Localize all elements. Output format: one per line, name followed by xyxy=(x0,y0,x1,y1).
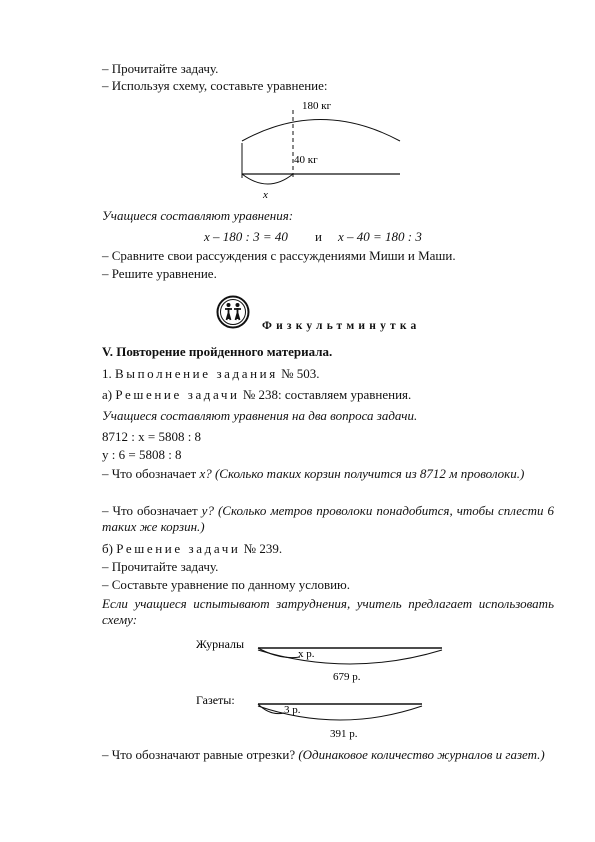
solution-word-a: Решение задачи xyxy=(115,387,240,402)
task-239-number: № 239. xyxy=(243,541,283,556)
question-x-answer: (Сколько таких корзин получится из 8712 м проволоки.) xyxy=(214,466,525,481)
task-number: № 503. xyxy=(281,366,320,381)
task-execution-word: Выполнение задания xyxy=(115,366,278,381)
question-equal-segments xyxy=(102,747,554,763)
label-x: x xyxy=(263,189,268,201)
equation-and: и xyxy=(315,229,322,244)
total-arc xyxy=(242,120,400,142)
question-y-start: – Что обозначает xyxy=(102,503,198,518)
task-239-line xyxy=(102,541,282,557)
label-391-rub: 391 р. xyxy=(330,728,358,740)
equation-1: x – 180 : 3 = 40 xyxy=(204,229,288,244)
question-x-start: – Что обозначает xyxy=(102,466,197,481)
difficulty-note: Если учащиеся испытывают затруднения, учитель предлагает использовать схему: xyxy=(102,596,554,627)
magazines-total-arc xyxy=(258,650,442,664)
scheme-180kg xyxy=(230,96,410,201)
task-238-rest: № 238: составляем уравнения. xyxy=(242,387,412,402)
label-180kg: 180 кг xyxy=(302,100,332,112)
question-x-var: x? xyxy=(199,466,212,481)
solution-word-b: Решение задачи xyxy=(116,541,241,556)
question-equal-start: – Что обозначают равные отрезки? xyxy=(102,747,296,762)
question-y xyxy=(102,503,554,535)
instruction-solve: – Решите уравнение. xyxy=(102,266,217,281)
label-magazines: Журналы xyxy=(196,637,245,651)
fizminutka-heading: Физкультминутка xyxy=(262,320,421,332)
question-y-var: y? xyxy=(201,503,214,518)
two-questions-note: Учащиеся составляют уравнения на два вопроса задачи. xyxy=(102,408,418,423)
question-x xyxy=(102,466,554,482)
question-y-answer: (Сколько метров проволоки понадобится, чтобы сплести 6 таких же корзин.) xyxy=(102,503,554,534)
instruction-read-task-2: – Прочитайте задачу. xyxy=(102,559,219,574)
subpoint-b: б) xyxy=(102,541,113,556)
task-238-line xyxy=(102,387,411,403)
section-v-heading: V. Повторение пройденного материала. xyxy=(102,344,333,359)
label-40kg: 40 кг xyxy=(294,154,318,166)
subpoint-a: а) xyxy=(102,387,113,402)
equation-2: x – 40 = 180 : 3 xyxy=(338,229,422,244)
task-503-line xyxy=(102,366,319,382)
exercise-icon xyxy=(216,295,250,329)
label-679-rub: 679 р. xyxy=(333,671,361,683)
instruction-compare: – Сравните свои рассуждения с рассуждениями Миши и Маши. xyxy=(102,248,456,263)
instruction-use-scheme: – Используя схему, составьте уравнение: xyxy=(102,78,328,93)
equation-y6: y : 6 = 5808 : 8 xyxy=(102,447,182,462)
label-3-rub: 3 р. xyxy=(284,704,301,716)
newspapers-total-arc xyxy=(258,706,422,720)
scheme-magazines-newspapers xyxy=(190,634,460,744)
x-arc xyxy=(242,174,293,184)
students-compose-equations: Учащиеся составляют уравнения: xyxy=(102,208,294,223)
instruction-read-task: – Прочитайте задачу. xyxy=(102,61,219,76)
question-equal-answer: (Одинаковое количество журналов и газет.) xyxy=(298,747,545,762)
label-x-rub: x р. xyxy=(298,648,315,660)
task-number-prefix: 1. xyxy=(102,366,112,381)
label-newspapers: Газеты: xyxy=(196,693,235,707)
equation-8712: 8712 : x = 5808 : 8 xyxy=(102,429,202,444)
instruction-compose-equation: – Составьте уравнение по данному условию. xyxy=(102,577,351,592)
